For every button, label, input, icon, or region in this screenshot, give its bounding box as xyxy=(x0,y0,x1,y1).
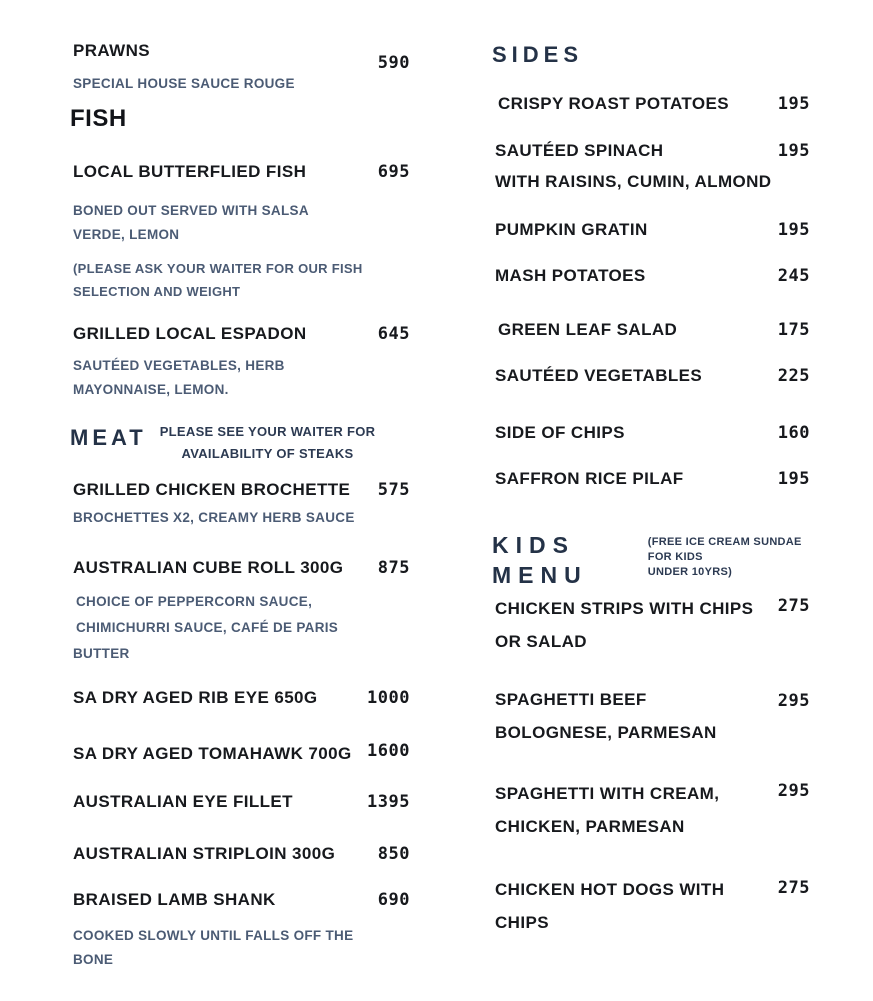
kids-menu-note xyxy=(648,535,810,580)
item-name-line: CHICKEN, PARMESAN xyxy=(495,817,685,836)
item-description-line: COOKED SLOWLY UNTIL FALLS OFF THE xyxy=(73,928,354,943)
item-price: 275 xyxy=(777,878,810,898)
menu-item-spaghetti-beef xyxy=(492,683,810,749)
item-price: 645 xyxy=(377,324,410,344)
item-name xyxy=(492,777,719,843)
menu-item-cube-roll xyxy=(70,557,410,579)
item-name-line: SPAGHETTI BEEF xyxy=(495,690,647,709)
menu-item-side-of-chips xyxy=(492,422,810,444)
item-description xyxy=(70,354,410,402)
menu-item-eye-fillet xyxy=(70,791,410,813)
item-name: GRILLED LOCAL ESPADON xyxy=(73,324,307,343)
item-description xyxy=(70,589,410,667)
menu-item-butterflied-fish xyxy=(70,161,410,183)
item-description-line: VERDE, LEMON xyxy=(73,227,180,242)
item-name-line: CHICKEN STRIPS WITH CHIPS xyxy=(495,599,754,618)
item-description-line: CHIMICHURRI SAUCE, CAFÉ DE PARIS xyxy=(76,620,339,635)
item-name-line: BOLOGNESE, PARMESAN xyxy=(495,723,717,742)
menu-item-sauteed-vegetables xyxy=(492,365,810,387)
menu-item-rib-eye xyxy=(70,687,410,709)
item-price: 245 xyxy=(777,266,810,286)
menu-item-lamb-shank xyxy=(70,889,410,911)
section-header-sides: SIDES xyxy=(492,42,584,67)
item-name: MASH POTATOES xyxy=(495,266,646,285)
section-header-meat: MEAT xyxy=(70,425,147,450)
item-name xyxy=(492,683,717,749)
item-price: 875 xyxy=(377,558,410,578)
menu-item-striploin xyxy=(70,843,410,865)
meat-availability-note xyxy=(160,421,376,465)
item-price: 195 xyxy=(777,469,810,489)
section-header-kids-menu: KIDS MENU xyxy=(492,532,588,588)
menu-item-spaghetti-cream xyxy=(492,777,810,843)
item-note xyxy=(70,257,410,303)
item-name xyxy=(492,873,724,939)
item-name: GRILLED CHICKEN BROCHETTE xyxy=(73,480,351,499)
item-name: LOCAL BUTTERFLIED FISH xyxy=(73,162,307,181)
item-description-line: MAYONNAISE, LEMON. xyxy=(73,382,229,397)
item-price: 1000 xyxy=(367,688,410,708)
item-description: BROCHETTES X2, CREAMY HERB SAUCE xyxy=(73,510,355,525)
item-description-line: BONE xyxy=(73,952,114,967)
kids-note-line: (FREE ICE CREAM SUNDAE FOR KIDS xyxy=(647,536,802,563)
item-name: SA DRY AGED TOMAHAWK 700G xyxy=(73,744,352,763)
item-description-line: SAUTÉED VEGETABLES, HERB xyxy=(73,358,285,373)
item-price: 1600 xyxy=(367,741,410,761)
meat-note-line: AVAILABILITY OF STEAKS xyxy=(181,446,354,461)
item-description-line: BUTTER xyxy=(73,646,130,661)
item-description-line: CHOICE OF PEPPERCORN SAUCE, xyxy=(76,594,313,609)
item-name: SAFFRON RICE PILAF xyxy=(495,469,684,488)
menu-item-prawns xyxy=(70,40,410,74)
item-price: 575 xyxy=(377,480,410,500)
section-header-kids-group xyxy=(492,530,810,590)
menu-item-green-leaf-salad xyxy=(492,319,810,341)
item-price: 195 xyxy=(777,94,810,114)
item-description-line: BONED OUT SERVED WITH SALSA xyxy=(73,203,309,218)
item-note-line: SELECTION AND WEIGHT xyxy=(73,284,241,299)
item-name-line: OR SALAD xyxy=(495,632,587,651)
item-price: 195 xyxy=(777,220,810,240)
item-name-line: CHIPS xyxy=(495,913,549,932)
item-price: 295 xyxy=(777,781,810,801)
meat-note-line: PLEASE SEE YOUR WAITER FOR xyxy=(159,424,376,439)
menu-item-espadon xyxy=(70,323,410,345)
item-name: AUSTRALIAN EYE FILLET xyxy=(73,792,293,811)
section-header-fish: FISH xyxy=(70,105,127,132)
item-name: AUSTRALIAN STRIPLOIN 300G xyxy=(73,844,336,863)
menu-item-mash-potatoes xyxy=(492,265,810,287)
item-name: SAUTÉED VEGETABLES xyxy=(495,366,703,385)
item-name: SA DRY AGED RIB EYE 650G xyxy=(73,688,318,707)
menu-item-tomahawk xyxy=(70,743,410,765)
item-price: 690 xyxy=(377,890,410,910)
item-name: AUSTRALIAN CUBE ROLL 300G xyxy=(73,558,344,577)
item-price: 1395 xyxy=(367,792,410,812)
item-name: SAUTÉED SPINACH xyxy=(495,141,664,160)
menu-item-crispy-potatoes xyxy=(492,93,810,115)
item-price: 225 xyxy=(777,366,810,386)
menu-item-chicken-strips xyxy=(492,592,810,658)
menu-item-chicken-hot-dogs xyxy=(492,873,810,939)
item-price: 295 xyxy=(777,691,810,711)
menu-item-saffron-rice xyxy=(492,468,810,490)
item-price: 850 xyxy=(377,844,410,864)
item-name xyxy=(492,592,753,658)
item-price: 695 xyxy=(377,162,410,182)
item-name: SIDE OF CHIPS xyxy=(495,423,625,442)
item-price: 160 xyxy=(777,423,810,443)
section-header-meat-group xyxy=(70,423,410,465)
item-name: CRISPY ROAST POTATOES xyxy=(498,94,730,113)
item-price: 195 xyxy=(777,141,810,161)
item-name: PRAWNS xyxy=(73,41,151,60)
menu-item-brochette xyxy=(70,479,410,501)
item-description xyxy=(70,199,410,247)
item-name-line: CHICKEN HOT DOGS WITH xyxy=(495,880,725,899)
item-description: SPECIAL HOUSE SAUCE ROUGE xyxy=(73,76,295,91)
item-name: GREEN LEAF SALAD xyxy=(498,320,678,339)
kids-note-line: UNDER 10YRS) xyxy=(647,566,733,578)
item-name-continued: WITH RAISINS, CUMIN, ALMOND xyxy=(495,172,772,191)
menu-item-spinach xyxy=(492,140,810,162)
item-name-line: SPAGHETTI WITH CREAM, xyxy=(495,784,720,803)
item-name: PUMPKIN GRATIN xyxy=(495,220,648,239)
item-price: 275 xyxy=(777,596,810,616)
item-note-line: (PLEASE ASK YOUR WAITER FOR OUR FISH xyxy=(73,261,363,276)
item-price: 175 xyxy=(777,320,810,340)
menu-item-pumpkin-gratin xyxy=(492,219,810,241)
item-name: BRAISED LAMB SHANK xyxy=(73,890,276,909)
item-price: 590 xyxy=(377,53,410,73)
item-description xyxy=(70,924,410,972)
